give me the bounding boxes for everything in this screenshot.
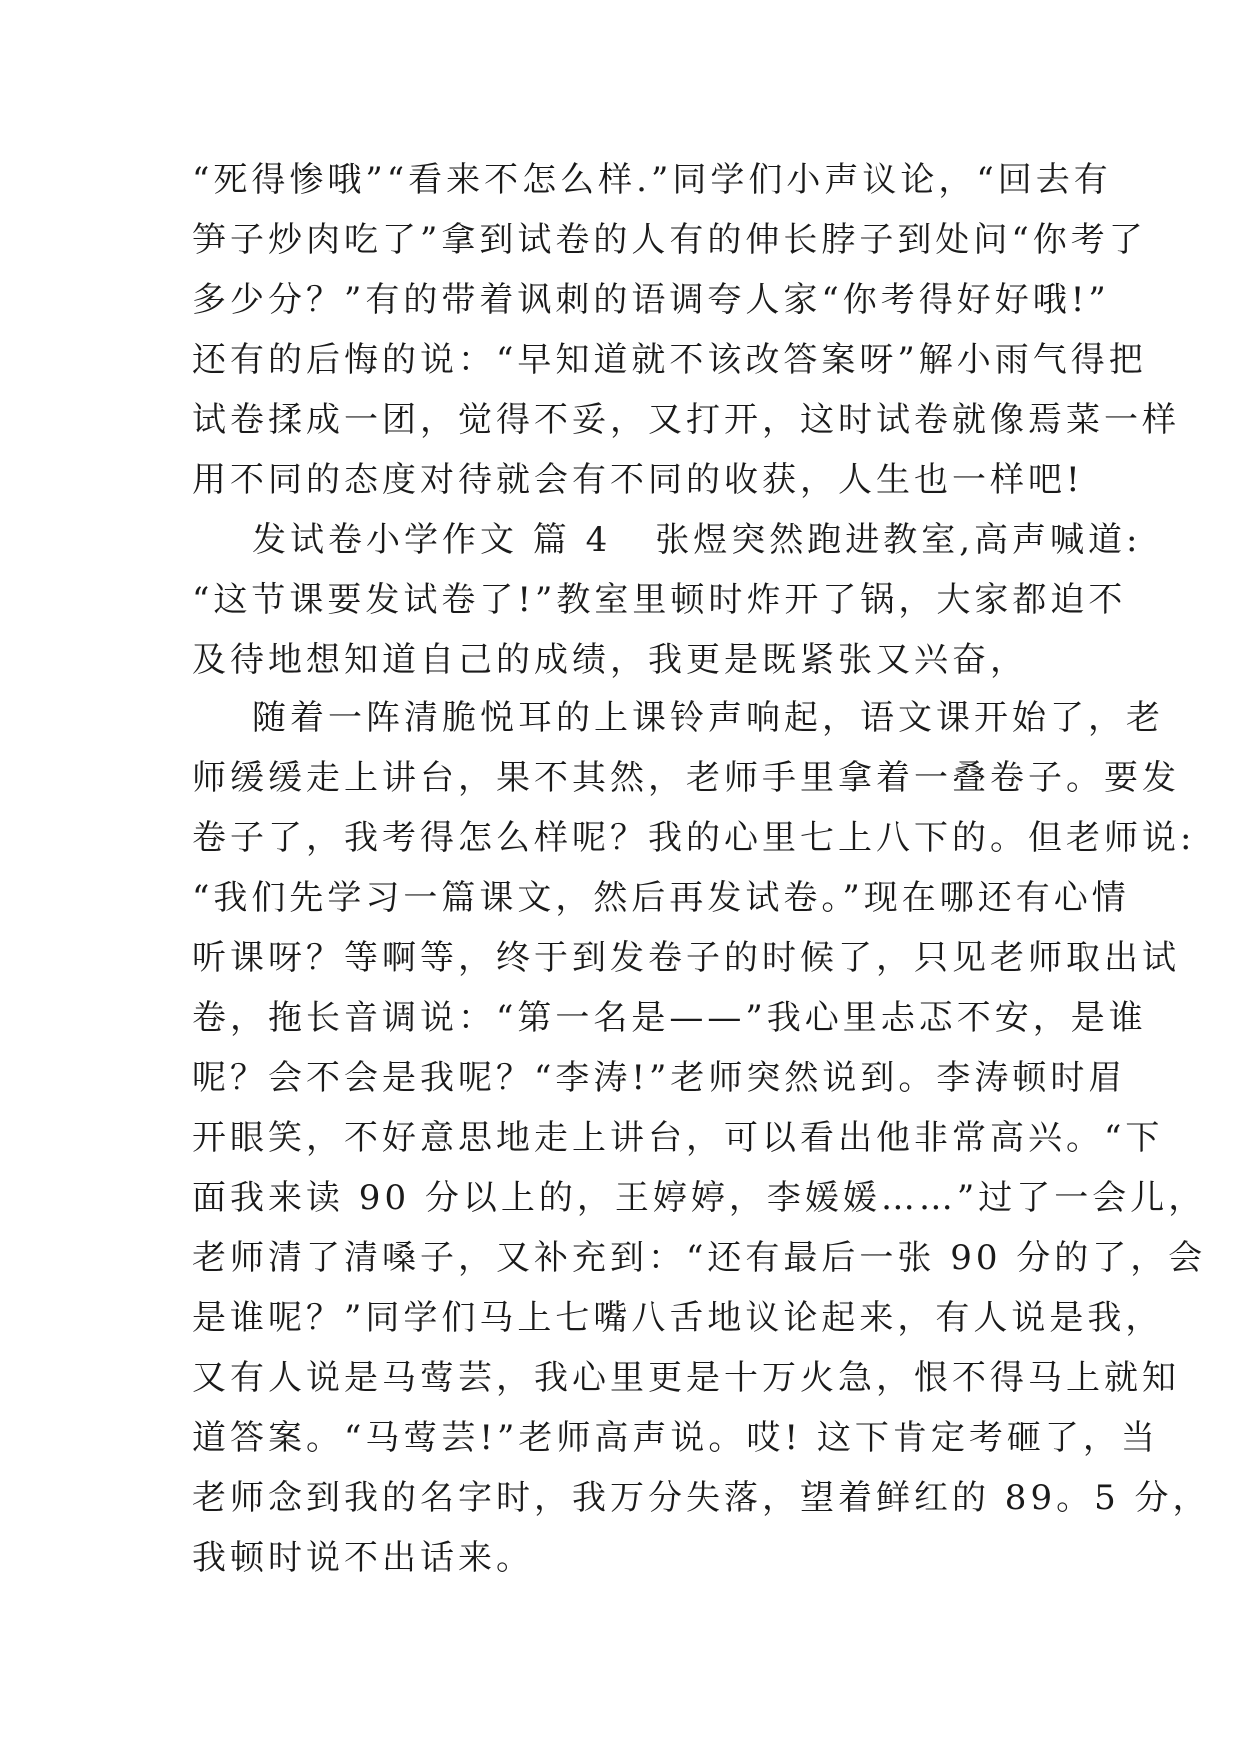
text-line: 老师清了清嗓子，又补充到：“还有最后一张 90 分的了，会 bbox=[192, 1238, 1207, 1278]
text-line: 卷，拖长音调说：“第一名是——”我心里忐忑不安，是谁 bbox=[192, 998, 1147, 1038]
text-line: “这节课要发试卷了!”教室里顿时炸开了锅，大家都迫不 bbox=[192, 580, 1127, 620]
section-heading bbox=[192, 510, 1142, 570]
heading-continuation: 张煜突然跑进教室,高声喊道: bbox=[655, 520, 1142, 560]
text-line: 是谁呢？”同学们马上七嘴八舌地议论起来，有人说是我， bbox=[192, 1298, 1164, 1338]
text-line: 呢？会不会是我呢？“李涛!”老师突然说到。李涛顿时眉 bbox=[192, 1058, 1127, 1098]
text-line: 师缓缓走上讲台，果不其然，老师手里拿着一叠卷子。要发 bbox=[192, 758, 1180, 798]
paragraph-2 bbox=[192, 570, 1127, 690]
text-line: 及待地想知道自己的成绩，我更是既紧张又兴奋， bbox=[192, 640, 1028, 680]
text-line: 多少分？”有的带着讽刺的语调夸人家“你考得好好哦!” bbox=[192, 280, 1110, 320]
text-line: “死得惨哦”“看来不怎么样.”同学们小声议论，“回去有 bbox=[192, 160, 1112, 200]
text-line: “我们先学习一篇课文，然后再发试卷。”现在哪还有心情 bbox=[192, 878, 1130, 918]
text-line: 老师念到我的名字时，我万分失落，望着鲜红的 89。5 分， bbox=[192, 1478, 1211, 1518]
text-line: 面我来读 90 分以上的，王婷婷，李媛媛……”过了一会儿， bbox=[192, 1178, 1207, 1218]
text-line: 还有的后悔的说：“早知道就不该改答案呀”解小雨气得把 bbox=[192, 340, 1147, 380]
text-line: 开眼笑，不好意思地走上讲台，可以看出他非常高兴。“下 bbox=[192, 1118, 1164, 1158]
text-line: 道答案。“马莺芸!”老师高声说。哎! 这下肯定考砸了，当 bbox=[192, 1418, 1159, 1458]
text-line: 笋子炒肉吃了”拿到试卷的人有的伸长脖子到处问“你考了 bbox=[192, 220, 1147, 260]
text-line: 卷子了，我考得怎么样呢？我的心里七上八下的。但老师说: bbox=[192, 818, 1196, 858]
text-line: 我顿时说不出话来。 bbox=[192, 1538, 534, 1578]
paragraph-3 bbox=[192, 688, 1211, 1588]
text-line: 试卷揉成一团，觉得不妥，又打开，这时试卷就像焉菜一样 bbox=[192, 400, 1180, 440]
text-line: 又有人说是马莺芸，我心里更是十万火急，恨不得马上就知 bbox=[192, 1358, 1180, 1398]
paragraph-1 bbox=[192, 150, 1180, 510]
text-line: 听课呀？等啊等，终于到发卷子的时候了，只见老师取出试 bbox=[192, 938, 1180, 978]
heading-line bbox=[192, 510, 1142, 570]
text-line: 用不同的态度对待就会有不同的收获，人生也一样吧! bbox=[192, 460, 1084, 500]
text-line: 随着一阵清脆悦耳的上课铃声响起，语文课开始了，老 bbox=[252, 698, 1164, 738]
heading-title: 发试卷小学作文 篇 4 bbox=[252, 520, 612, 560]
